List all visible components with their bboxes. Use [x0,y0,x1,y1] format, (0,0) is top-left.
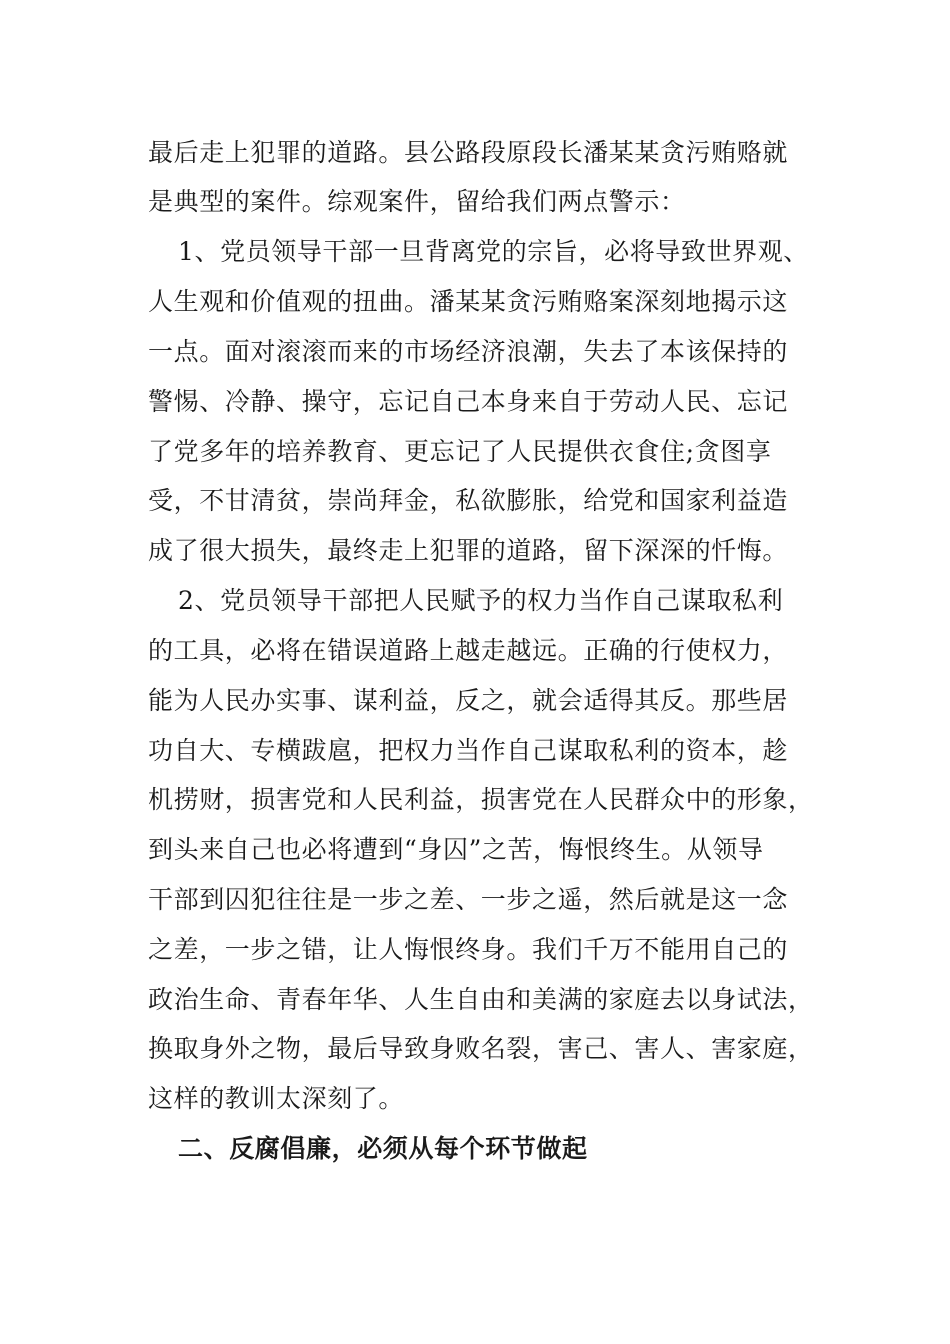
paragraph-line: 机捞财，损害党和人民利益，损害党在人民群众中的形象， [148,785,814,814]
paragraph-line: 是典型的案件。综观案件，留给我们两点警示： [148,187,686,216]
paragraph-line: 到头来自己也必将遭到“身囚”之苦，悔恨终生。从领导 [148,835,764,864]
paragraph-line: 2、党员领导干部把人民赋予的权力当作自己谋取私利 [178,586,784,615]
section-heading: 二、反腐倡廉，必须从每个环节做起 [178,1134,588,1163]
paragraph-line: 干部到囚犯往往是一步之差、一步之遥，然后就是这一念 [148,885,789,914]
paragraph-line: 人生观和价值观的扭曲。潘某某贪污贿赂案深刻地揭示这 [148,287,789,316]
paragraph-line: 这样的教训太深刻了。 [148,1084,405,1113]
paragraph-line: 受，不甘清贫，崇尚拜金，私欲膨胀，给党和国家利益造 [148,486,789,515]
paragraph-line: 一点。面对滚滚而来的市场经济浪潮，失去了本该保持的 [148,337,789,366]
paragraph-line: 了党多年的培养教育、更忘记了人民提供衣食住;贪图享 [148,437,772,466]
paragraph-line: 政治生命、青春年华、人生自由和美满的家庭去以身试法， [148,985,814,1014]
paragraph-line: 的工具，必将在错误道路上越走越远。正确的行使权力， [148,636,789,665]
paragraph-line: 之差，一步之错，让人悔恨终身。我们千万不能用自己的 [148,935,789,964]
paragraph-line: 换取身外之物，最后导致身败名裂，害己、害人、害家庭， [148,1034,814,1063]
paragraph-line: 警惕、冷静、操守，忘记自己本身来自于劳动人民、忘记 [148,387,789,416]
paragraph-line: 1、党员领导干部一旦背离党的宗旨，必将导致世界观、 [178,237,809,266]
paragraph-line: 成了很大损失，最终走上犯罪的道路，留下深深的忏悔。 [148,536,789,565]
paragraph-line: 最后走上犯罪的道路。县公路段原段长潘某某贪污贿赂就 [148,138,789,167]
paragraph-line: 能为人民办实事、谋利益，反之，就会适得其反。那些居 [148,686,789,715]
paragraph-line: 功自大、专横跋扈，把权力当作自己谋取私利的资本，趁 [148,736,789,765]
